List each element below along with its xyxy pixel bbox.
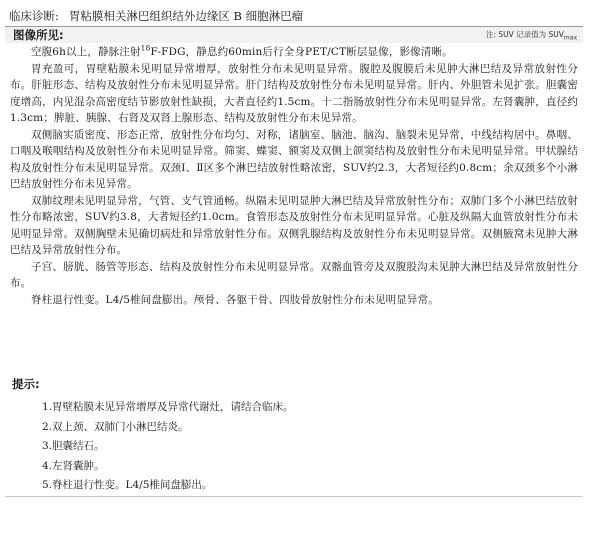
tips-item: 4.左肾囊肿。: [42, 459, 105, 472]
findings-paragraph-skeleton: 脊柱退行性变。L4/5椎间盘膨出。颅骨、各躯干骨、四肢骨放射性分布未见明显异常。: [31, 293, 439, 306]
tips-item: 1.胃壁粘膜未见异常增厚及异常代谢灶，请结合临床。: [42, 401, 294, 413]
suv-note-subscript: max: [563, 34, 577, 42]
clinical-diagnosis-row: [5, 6, 583, 27]
intro-text-part2: F-FDG，静息约60min后行全身PET/CT断层显像，影像清晰。: [150, 46, 453, 58]
clinical-diagnosis-value: 胃粘膜相关淋巴组织结外边缘区 B 细胞淋巴瘤: [68, 9, 304, 23]
suv-note-text: 注: SUV 记录值为 SUV: [485, 30, 564, 39]
findings-paragraph-chest: 双肺纹理未见明显异常，气管、支气管通畅。纵隔未见明显肿大淋巴结及异常放射性分布；双肺门多个小淋巴结放射性分布略浓密，SUV约3.8，大者短径约1.0cm。食管形态及放射性分布未见明显异常。心脏及纵隔大血管放射性分布未见明显异常。双侧胸壁未见确切病灶和异常放射性分布。双侧乳腺结构及放射性分布未见明显异常。双侧腋窝未见肿大淋巴结及异常放射性分布。: [10, 194, 578, 256]
findings-intro-paragraph: [10, 44, 578, 61]
findings-paragraph-head-neck: 双侧脑实质密度、形态正常，放射性分布均匀、对称，诸脑室、脑池、脑沟、脑裂未见异常，中线结构居中。鼻咽、口咽及喉咽结构及放射性分布未见明显异常。筛窦、蝶窦、额窦及双侧上颌窦结构及放射性分布未见明显异常。甲状腺结构及放射性分布未见明显异常。双颈Ⅰ、Ⅱ区多个淋巴结放射性略浓密，SUV约2.3，大者短径约0.8cm；余双颈多个小淋巴结放射性分布未见异常。: [10, 128, 578, 190]
clinical-diagnosis-label: 临床诊断:: [9, 9, 59, 23]
bottom-divider: [5, 496, 583, 497]
findings-title: 图像所见:: [13, 28, 64, 42]
tips-item: 3.胆囊结石。: [42, 440, 105, 453]
findings-paragraph-abdomen: 胃充盈可，胃壁粘膜未见明显异常增厚，放射性分布未见明显异常。腹腔及腹膜后未见肿大淋巴结及异常放射性分布。肝脏形态、结构及放射性分布未见明显异常。肝门结构及放射性分布未见明显异常。肝内、外胆管未见扩张。胆囊密度增高，内见混杂高密度结节影放射性缺损，大者直径约1.5cm。十二指肠放射性分布未见明显异常。左肾囊肿，直径约1.3cm；脾脏、胰腺、右肾及双肾上腺形态、结构及放射性分布未见异常。: [10, 62, 578, 124]
suv-note: [486, 28, 577, 46]
isotope-superscript: 18: [140, 43, 151, 53]
tips-item: 5.脊柱退行性变。L4/5椎间盘膨出。: [42, 479, 213, 492]
tips-title: 提示:: [12, 377, 40, 391]
findings-body: [10, 44, 578, 308]
findings-header: [5, 27, 583, 43]
tips-item: 2.双上颈、双肺门小淋巴结炎。: [42, 420, 189, 433]
intro-text-part1: 空腹6h以上，静脉注射: [31, 46, 141, 58]
findings-paragraph-pelvis: 子宫、膀胱、肠管等形态、结构及放射性分布未见明显异常。双髂血管旁及双腹股沟未见肿大淋巴结及异常放射性分布。: [10, 260, 578, 289]
tips-list: [42, 398, 294, 496]
